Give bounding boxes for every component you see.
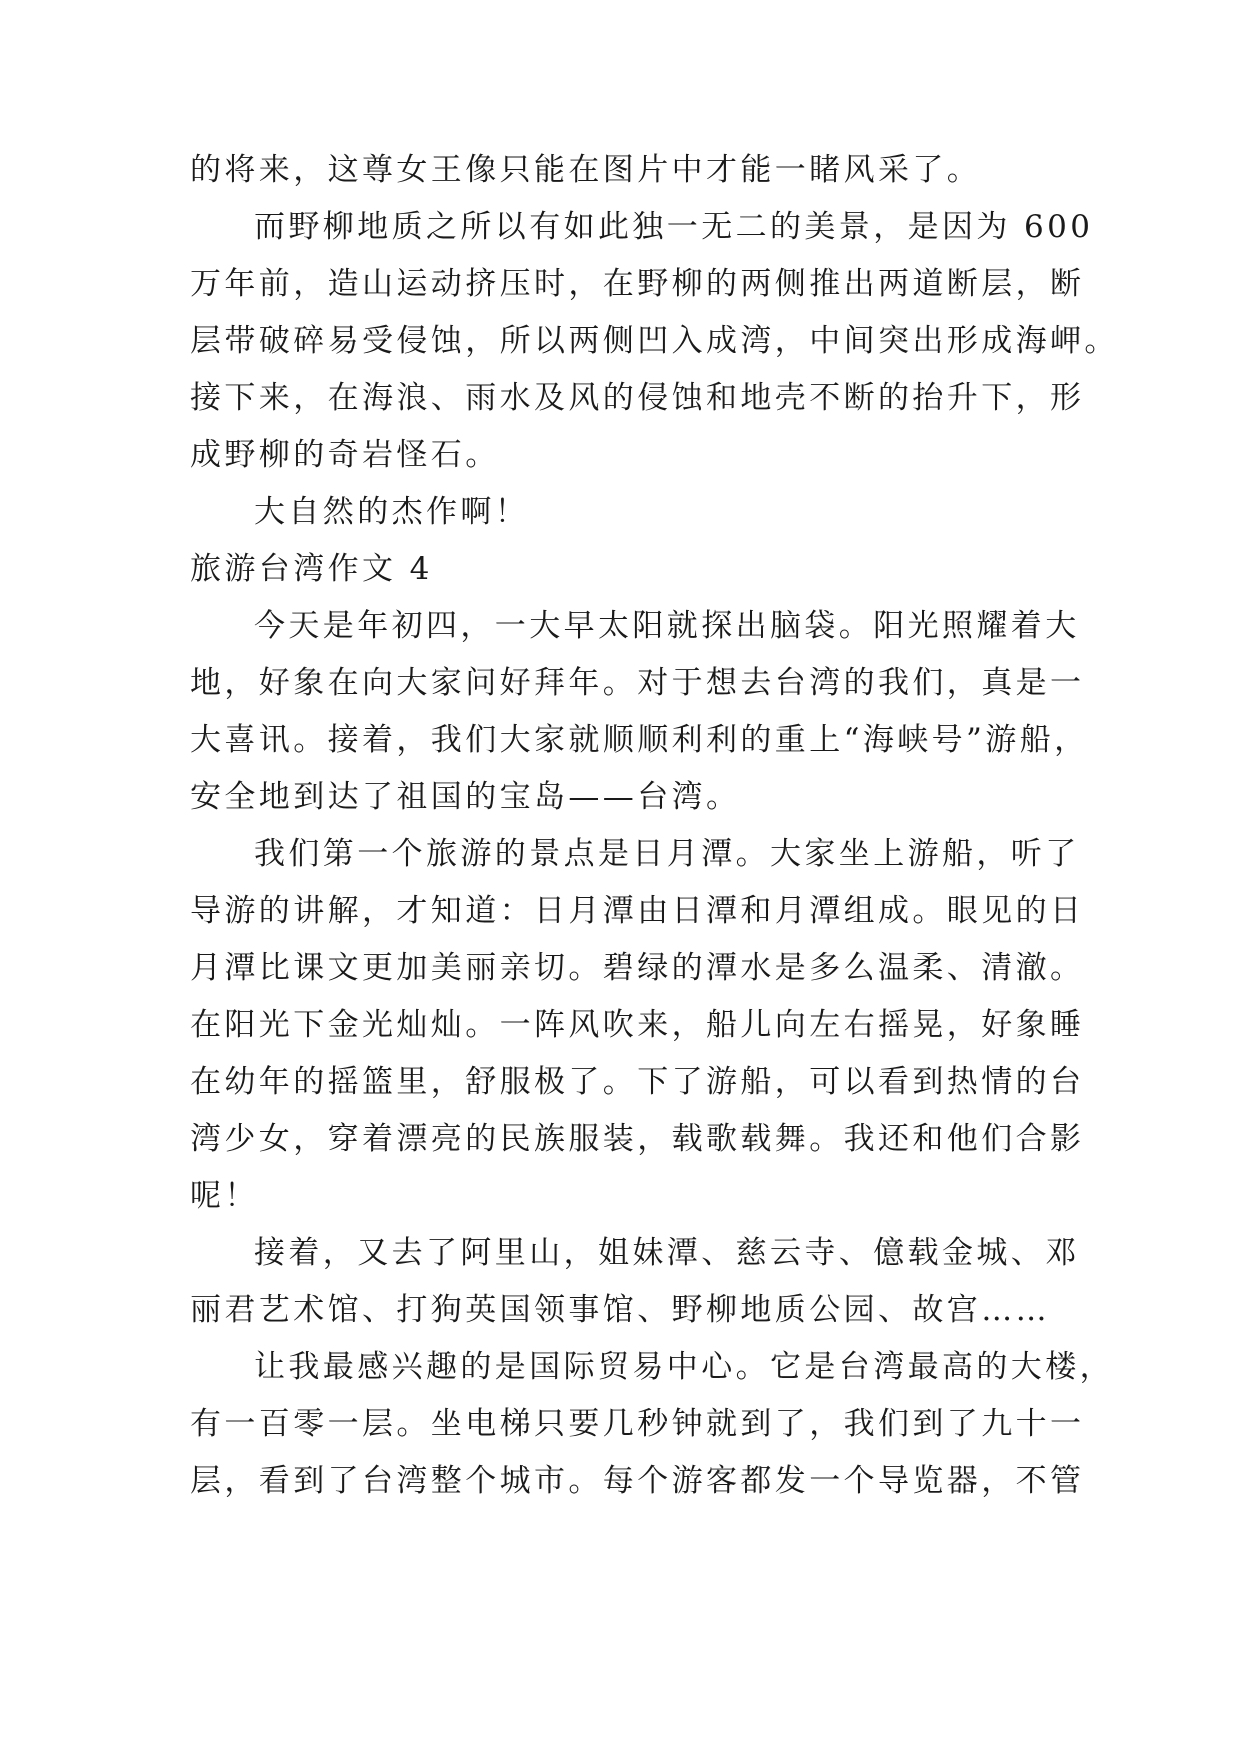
text-line: 丽君艺术馆、打狗英国领事馆、野柳地质公园、故宫…… (190, 1292, 1050, 1328)
text-line: 有一百零一层。坐电梯只要几秒钟就到了，我们到了九十一 (190, 1406, 1085, 1442)
text-line: 接着，又去了阿里山，姐妹潭、慈云寺、億载金城、邓 (254, 1235, 1080, 1271)
text-line: 今天是年初四，一大早太阳就探出脑袋。阳光照耀着大 (254, 608, 1080, 644)
text-line: 安全地到达了祖国的宝岛——台湾。 (190, 779, 741, 815)
text-line: 在阳光下金光灿灿。一阵风吹来，船儿向左右摇晃，好象睡 (190, 1007, 1085, 1043)
text-line: 我们第一个旅游的景点是日月潭。大家坐上游船，听了 (254, 836, 1080, 872)
text-line: 层带破碎易受侵蚀，所以两侧凹入成湾，中间突出形成海岬。 (190, 323, 1119, 359)
text-line: 大自然的杰作啊！ (254, 494, 530, 530)
text-line: 成野柳的奇岩怪石。 (190, 437, 500, 473)
text-line: 大喜讯。接着，我们大家就顺顺利利的重上“海峡号”游船， (190, 722, 1089, 758)
text-line: 地，好象在向大家问好拜年。对于想去台湾的我们，真是一 (190, 665, 1085, 701)
text-line: 而野柳地质之所以有如此独一无二的美景，是因为 600 (254, 209, 1094, 245)
section-heading: 旅游台湾作文 4 (190, 551, 433, 587)
text-line: 层，看到了台湾整个城市。每个游客都发一个导览器，不管 (190, 1463, 1085, 1499)
text-line: 月潭比课文更加美丽亲切。碧绿的潭水是多么温柔、清澈。 (190, 950, 1085, 986)
text-line: 湾少女，穿着漂亮的民族服装，载歌载舞。我还和他们合影 (190, 1121, 1085, 1157)
text-line: 万年前，造山运动挤压时，在野柳的两侧推出两道断层，断 (190, 266, 1085, 302)
text-line: 的将来，这尊女王像只能在图片中才能一睹风采了。 (190, 152, 982, 188)
text-line: 接下来，在海浪、雨水及风的侵蚀和地壳不断的抬升下，形 (190, 380, 1085, 416)
text-line: 导游的讲解，才知道：日月潭由日潭和月潭组成。眼见的日 (190, 893, 1085, 929)
text-line: 让我最感兴趣的是国际贸易中心。它是台湾最高的大楼， (254, 1349, 1114, 1385)
text-line: 在幼年的摇篮里，舒服极了。下了游船，可以看到热情的台 (190, 1064, 1085, 1100)
text-line: 呢！ (190, 1178, 259, 1214)
